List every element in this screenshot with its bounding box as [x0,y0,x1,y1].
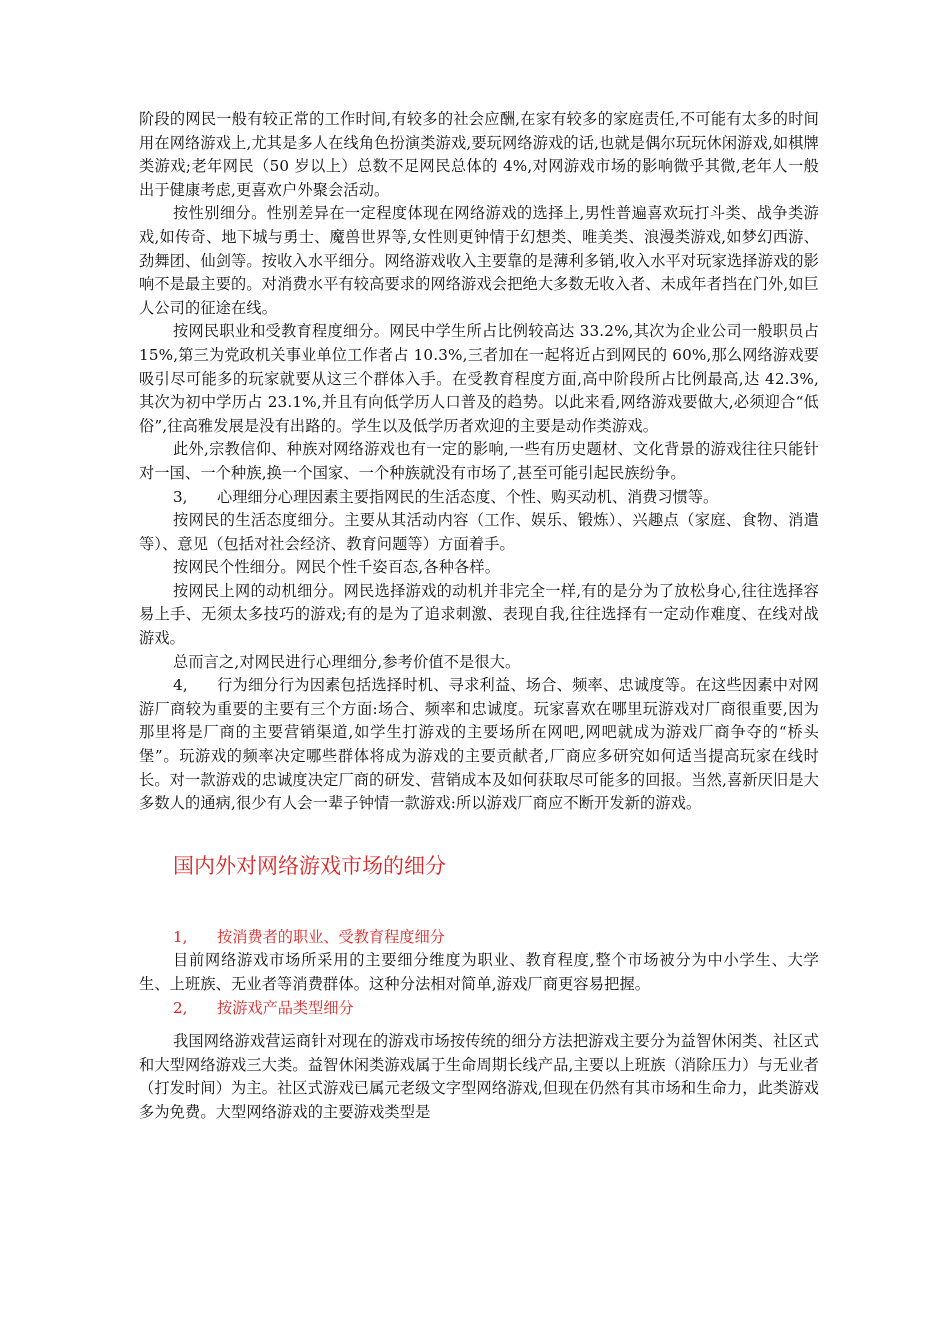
subheading-label: 按消费者的职业、受教育程度细分 [217,927,445,946]
paragraph-occupation-education: 按网民职业和受教育程度细分。网民中学生所占比例较高达 33.2%,其次为企业公司一般职员占 15%,第三为党政机关事业单位工作者占 10.3%,三者加在一起将近占到网民的 60%,那么网络游戏要吸引尽可能多的玩家就要从这三个群体入手。在受教育程度方面,高中阶段所占比例最高,达 42.3%,其次为初中学历占 23.1%,并且有向低学历人口普及的趋势。以此来看,网络游戏要做大,必须迎合“低俗”,往高雅发展是没有出路的。学生以及低学历者欢迎的主要是动作类游戏。 [139,322,819,435]
subheading-number: 1, [173,927,188,946]
subheading-product-type [139,997,819,1021]
paragraph-lifestyle: 按网民的生活态度细分。主要从其活动内容（工作、娱乐、锻炼）、兴趣点（家庭、食物、消遣等）、意见（包括对社会经济、教育问题等）方面着手。 [139,511,819,553]
subheading-number: 2, [173,998,188,1017]
paragraph-motivation: 按网民上网的动机细分。网民选择游戏的动机并非完全一样,有的是分为了放松身心,往往选择容易上手、无须太多技巧的游戏;有的是为了追求刺激、表现自我,往往选择有一定动作难度、在线对战游戏。 [139,581,819,648]
section-heading: 国内外对网络游戏市场的细分 [173,853,446,878]
paragraph-gender-income: 按性别细分。性别差异在一定程度体现在网络游戏的选择上,男性普遍喜欢玩打斗类、战争类游戏,如传奇、地下城与勇士、魔兽世界等,女性则更钟情于幻想类、唯美类、浪漫类游戏,如梦幻西游、劲舞团、仙剑等。按收入水平细分。网络游戏收入主要靠的是薄利多销,收入水平对玩家选择游戏的影响不是最主要的。对消费水平有较高要求的网络游戏会把绝大多数无收入者、未成年者挡在门外,如巨人公司的征途在线。 [139,204,819,317]
paragraph-age-segment: 阶段的网民一般有较正常的工作时间,有较多的社会应酬,在家有较多的家庭责任,不可能有太多的时间用在网络游戏上,尤其是多人在线角色扮演类游戏,要玩网络游戏的话,也就是偶尔玩玩休闲游戏,如棋牌类游戏;老年网民（50 岁以上）总数不足网民总体的 4%,对网游戏市场的影响微乎其微,老年人一般出于健康考虑,更喜欢户外聚会活动。 [139,110,819,199]
list-number: 3, [173,487,188,506]
list-item-behavioral [139,674,819,816]
paragraph-religion-race: 此外,宗教信仰、种族对网络游戏也有一定的影响,一些有历史题材、文化背景的游戏往往只能针对一国、一个种族,换一个国家、一个种族就没有市场了,甚至可能引起民族纷争。 [139,440,819,482]
paragraph-product-type: 我国网络游戏营运商针对现在的游戏市场按传统的细分方法把游戏主要分为益智休闲类、社区式和大型网络游戏三大类。益智休闲类游戏属于生命周期长线产品,主要以上班族（消除压力）与无业者（打发时间）为主。社区式游戏已属元老级文字型网络游戏,但现在仍然有其市场和生命力，此类游戏多为免费。大型网络游戏的主要游戏类型是 [139,1032,819,1121]
subheading-occupation [139,926,819,950]
list-number: 4, [173,676,188,695]
spacer [139,880,819,926]
paragraph-summary: 总而言之,对网民进行心理细分,参考价值不是很大。 [173,652,521,671]
list-text: 心理细分心理因素主要指网民的生活态度、个性、购买动机、消费习惯等。 [217,487,719,506]
list-text: 行为细分行为因素包括选择时机、寻求利益、场合、频率、忠诚度等。在这些因素中对网游厂商较为重要的主要有三个方面:场合、频率和忠诚度。玩家喜欢在哪里玩游戏对厂商很重要,因为那里将是厂商的主要营销渠道,如学生打游戏的主要场所在网吧,网吧就成为游戏厂商争夺的“桥头堡”。玩游戏的频率决定哪些群体将成为游戏的主要贡献者,厂商应多研究如何适当提高玩家在线时长。对一款游戏的忠诚度决定厂商的研发、营销成本及如何获取尽可能多的回报。当然,喜新厌旧是大多数人的通病,很少有人会一辈子钟情一款游戏:所以游戏厂商应不断开发新的游戏。 [139,676,819,813]
spacer [139,1020,819,1030]
list-item-psychological [139,486,819,510]
paragraph-personality: 按网民个性细分。网民个性千姿百态,各种各样。 [173,558,501,577]
paragraph-occupation-segment: 目前网络游戏市场所采用的主要细分维度为职业、教育程度,整个市场被分为中小学生、大学生、上班族、无业者等消费群体。这种分法相对简单,游戏厂商更容易把握。 [139,951,819,993]
subheading-label: 按游戏产品类型细分 [217,998,354,1017]
document-page [139,108,819,1125]
